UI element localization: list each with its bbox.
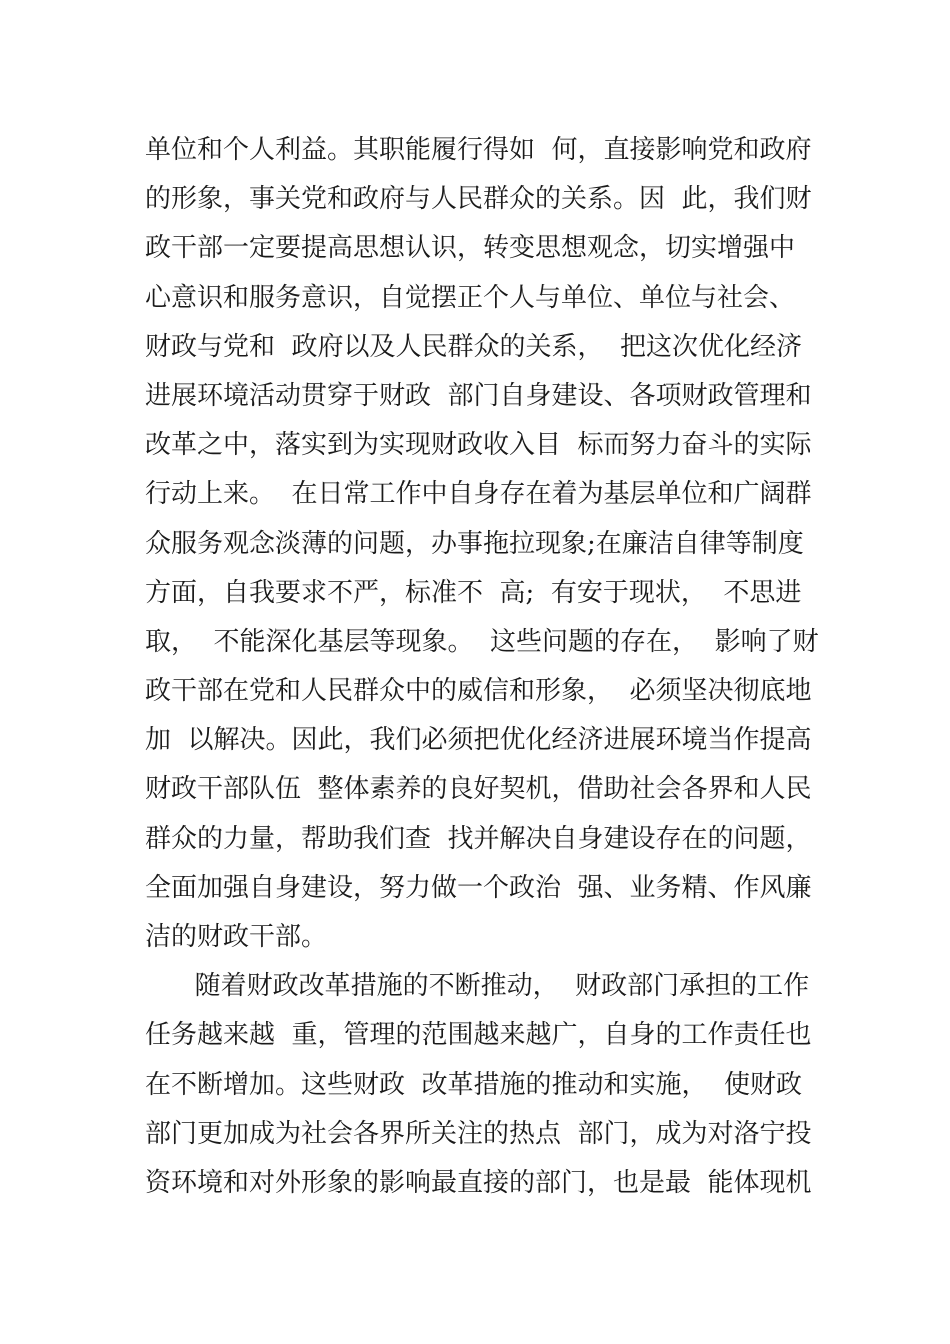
text-line-12: 政干部在党和人民群众中的威信和形象， 必须坚决彻底地 [145, 676, 812, 707]
text-line-21: 部门更加成为社会各界所关注的热点 部门，成为对洛宁投 [145, 1118, 812, 1149]
text-line-5: 财政与党和 政府以及人民群众的关系， 把这次优化经济 [145, 331, 803, 362]
text-line-19: 任务越来越 重，管理的范围越来越广，自身的工作责任也 [145, 1020, 812, 1051]
text-line-4: 心意识和服务意识，自觉摆正个人与单位、单位与社会、 [145, 282, 796, 313]
text-line-22: 资环境和对外形象的影响最直接的部门，也是最 能体现机 [145, 1167, 812, 1198]
text-line-3: 政干部一定要提高思想认识，转变思想观念，切实增强中 [145, 233, 796, 264]
text-line-18: 随着财政改革措施的不断推动， 财政部门承担的工作 [145, 971, 810, 1002]
text-line-6: 进展环境活动贯穿于财政 部门自身建设、各项财政管理和 [145, 380, 812, 411]
body-text [145, 126, 819, 1208]
text-line-15: 群众的力量，帮助我们查 找并解决自身建设存在的问题， [145, 823, 812, 854]
text-line-8: 行动上来。 在日常工作中自身存在着为基层单位和广阔群 [145, 479, 812, 510]
text-line-1: 单位和个人利益。其职能履行得如 何，直接影响党和政府 [145, 135, 812, 165]
text-line-2: 的形象，事关党和政府与人民群众的关系。因 此，我们财 [145, 184, 812, 215]
text-line-16: 全面加强自身建设，努力做一个政治 强、业务精、作风廉 [145, 872, 812, 903]
text-line-9: 众服务观念淡薄的问题，办事拖拉现象;在廉洁自律等制度 [145, 528, 804, 559]
text-line-10: 方面，自我要求不严，标准不 高; 有安于现状， 不思进 [145, 577, 802, 608]
text-line-17: 洁的财政干部。 [145, 922, 328, 952]
text-line-14: 财政干部队伍 整体素养的良好契机，借助社会各界和人民 [145, 774, 812, 805]
text-line-13: 加 以解决。因此，我们必须把优化经济进展环境当作提高 [145, 725, 812, 756]
text-line-7: 改革之中，落实到为实现财政收入目 标而努力奋斗的实际 [145, 430, 812, 461]
text-line-20: 在不断增加。这些财政 改革措施的推动和实施， 使财政 [145, 1069, 803, 1100]
text-line-11: 取， 不能深化基层等现象。 这些问题的存在， 影响了财 [145, 626, 819, 657]
